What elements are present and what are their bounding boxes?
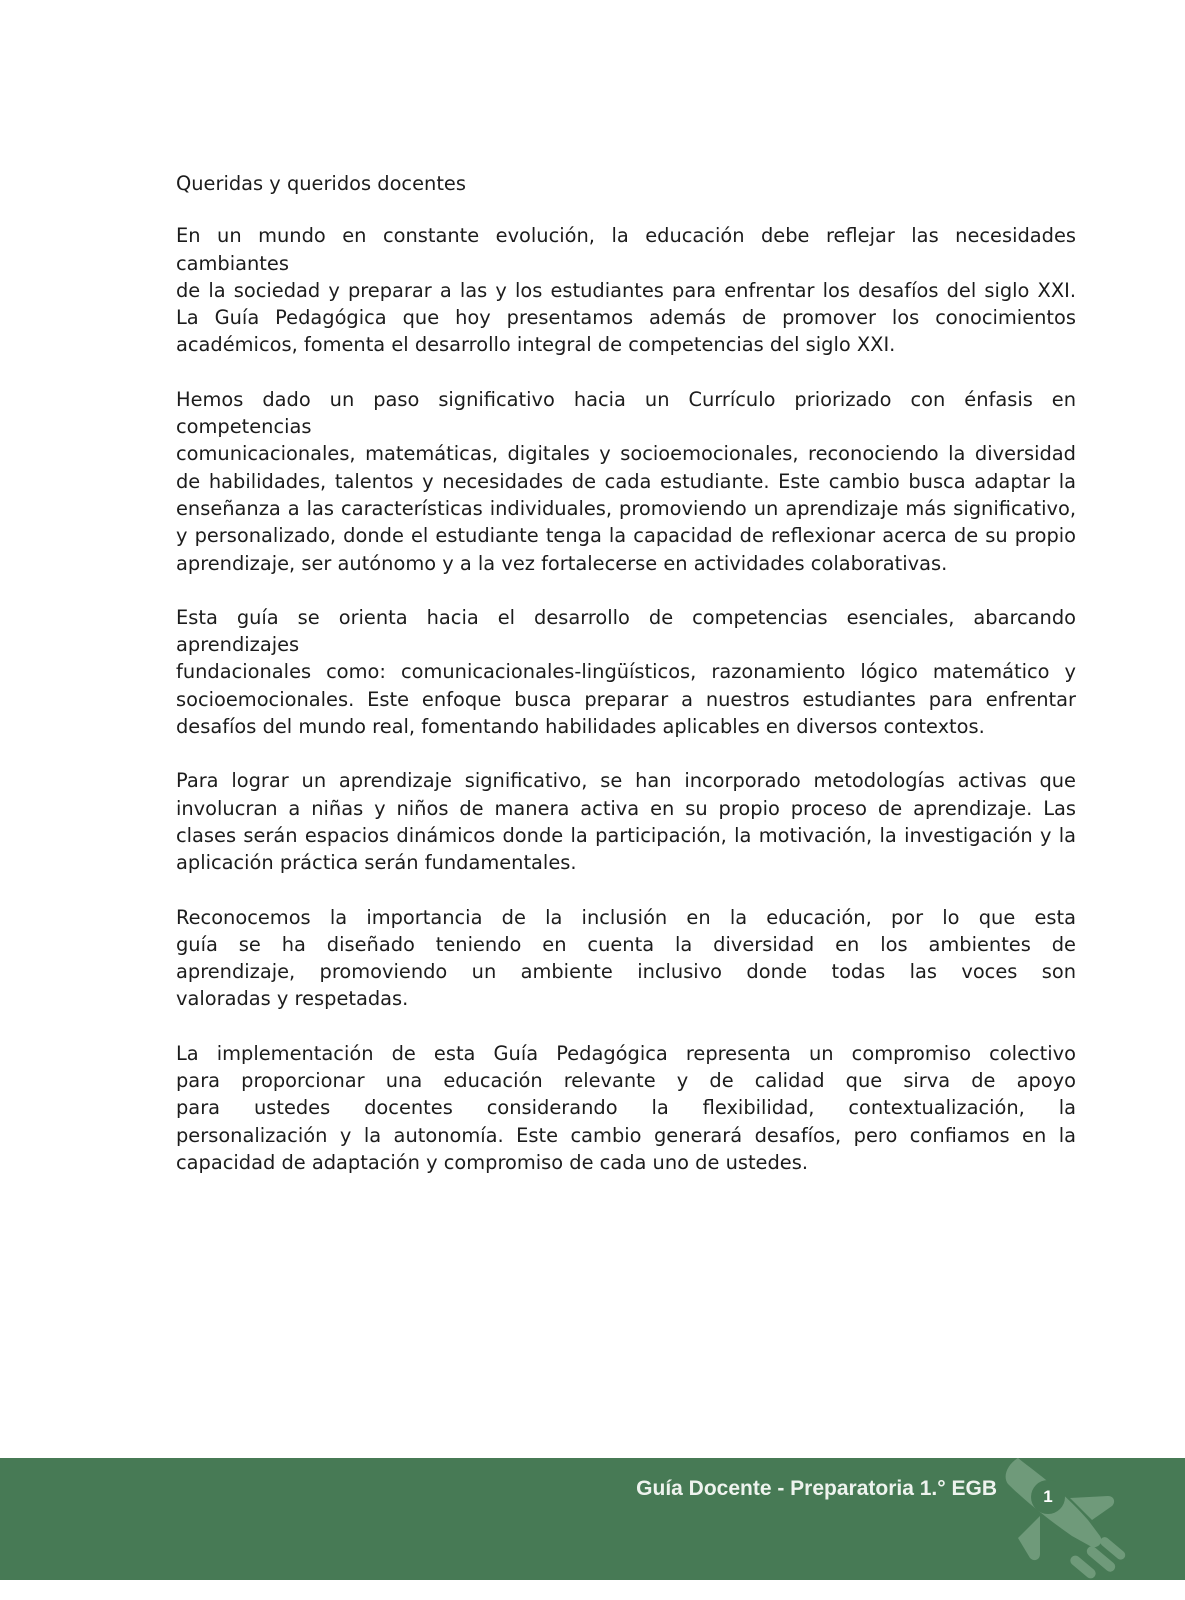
paragraph-line: socioemocionales. Este enfoque busca preparar a nuestros estudiantes para enfrentar [176, 687, 1076, 711]
paragraph-line: involucran a niñas y niños de manera activa en su propio proceso de aprendizaje. Las [176, 796, 1076, 820]
paragraph-line: de habilidades, talentos y necesidades de cada estudiante. Este cambio busca adaptar la [176, 469, 1076, 493]
paragraph-line: clases serán espacios dinámicos donde la participación, la motivación, la investigación y la [176, 823, 1076, 847]
letter-paragraph [176, 767, 1076, 876]
paragraph-line: capacidad de adaptación y compromiso de cada uno de ustedes. [176, 1150, 808, 1174]
paragraph-line: valoradas y respetadas. [176, 987, 409, 1011]
page-footer [0, 1458, 1185, 1580]
paragraph-line: En un mundo en constante evolución, la educación debe reflejar las necesidades cambiantes [176, 224, 1076, 275]
paragraph-line: enseñanza a las características individuales, promoviendo un aprendizaje más significativo, [176, 496, 1076, 520]
paragraph-line: académicos, fomenta el desarrollo integral de competencias del siglo XXI. [176, 333, 896, 357]
paragraph-line: La Guía Pedagógica que hoy presentamos además de promover los conocimientos [176, 306, 1076, 330]
paragraph-line: y personalizado, donde el estudiante tenga la capacidad de reflexionar acerca de su propio [176, 524, 1076, 548]
paragraph-line: Hemos dado un paso significativo hacia un Currículo priorizado con énfasis en competencias [176, 387, 1076, 439]
paragraph-line: comunicacionales, matemáticas, digitales y socioemocionales, reconociendo la diversidad [176, 442, 1076, 466]
paragraph-line: aprendizaje, promoviendo un ambiente inclusivo donde todas las voces son [176, 960, 1076, 984]
letter-paragraph [176, 604, 1076, 740]
paragraph-line: Reconocemos la importancia de la inclusión en la educación, por lo que esta [176, 905, 1076, 929]
paragraph-line: Para lograr un aprendizaje significativo, se han incorporado metodologías activas que [176, 769, 1076, 793]
page-number: 1 [1031, 1480, 1065, 1514]
letter-paragraph [176, 386, 1076, 577]
paragraph-line: aprendizaje, ser autónomo y a la vez fortalecerse en actividades colaborativas. [176, 551, 948, 575]
paragraph-line: guía se ha diseñado teniendo en cuenta la diversidad en los ambientes de [176, 932, 1076, 956]
paragraph-line: personalización y la autonomía. Este cambio generará desafíos, pero confiamos en la [176, 1123, 1076, 1147]
paragraph-line: fundacionales como: comunicacionales-lingüísticos, razonamiento lógico matemático y [176, 660, 1076, 684]
paragraph-line: de la sociedad y preparar a las y los estudiantes para enfrentar los desafíos del siglo XXI. [176, 278, 1076, 302]
letter-body [176, 170, 1076, 1203]
paragraph-line: La implementación de esta Guía Pedagógica representa un compromiso colectivo [176, 1041, 1076, 1065]
rocket-icon [1000, 1458, 1150, 1580]
letter-paragraph [176, 1040, 1076, 1176]
letter-paragraph [176, 222, 1076, 358]
letter-greeting: Queridas y queridos docentes [176, 172, 466, 195]
paragraph-line: para proporcionar una educación relevante y de calidad que sirva de apoyo [176, 1069, 1076, 1093]
guide-title: Guía Docente - Preparatoria 1.° EGB [636, 1477, 997, 1500]
paragraph-line: aplicación práctica serán fundamentales. [176, 851, 577, 875]
paragraph-line: para ustedes docentes considerando la flexibilidad, contextualización, la [176, 1096, 1076, 1120]
paragraph-line: Esta guía se orienta hacia el desarrollo de competencias esenciales, abarcando aprendizajes [176, 605, 1076, 657]
letter-paragraph [176, 904, 1076, 1013]
paragraph-line: desafíos del mundo real, fomentando habilidades aplicables en diversos contextos. [176, 715, 985, 739]
